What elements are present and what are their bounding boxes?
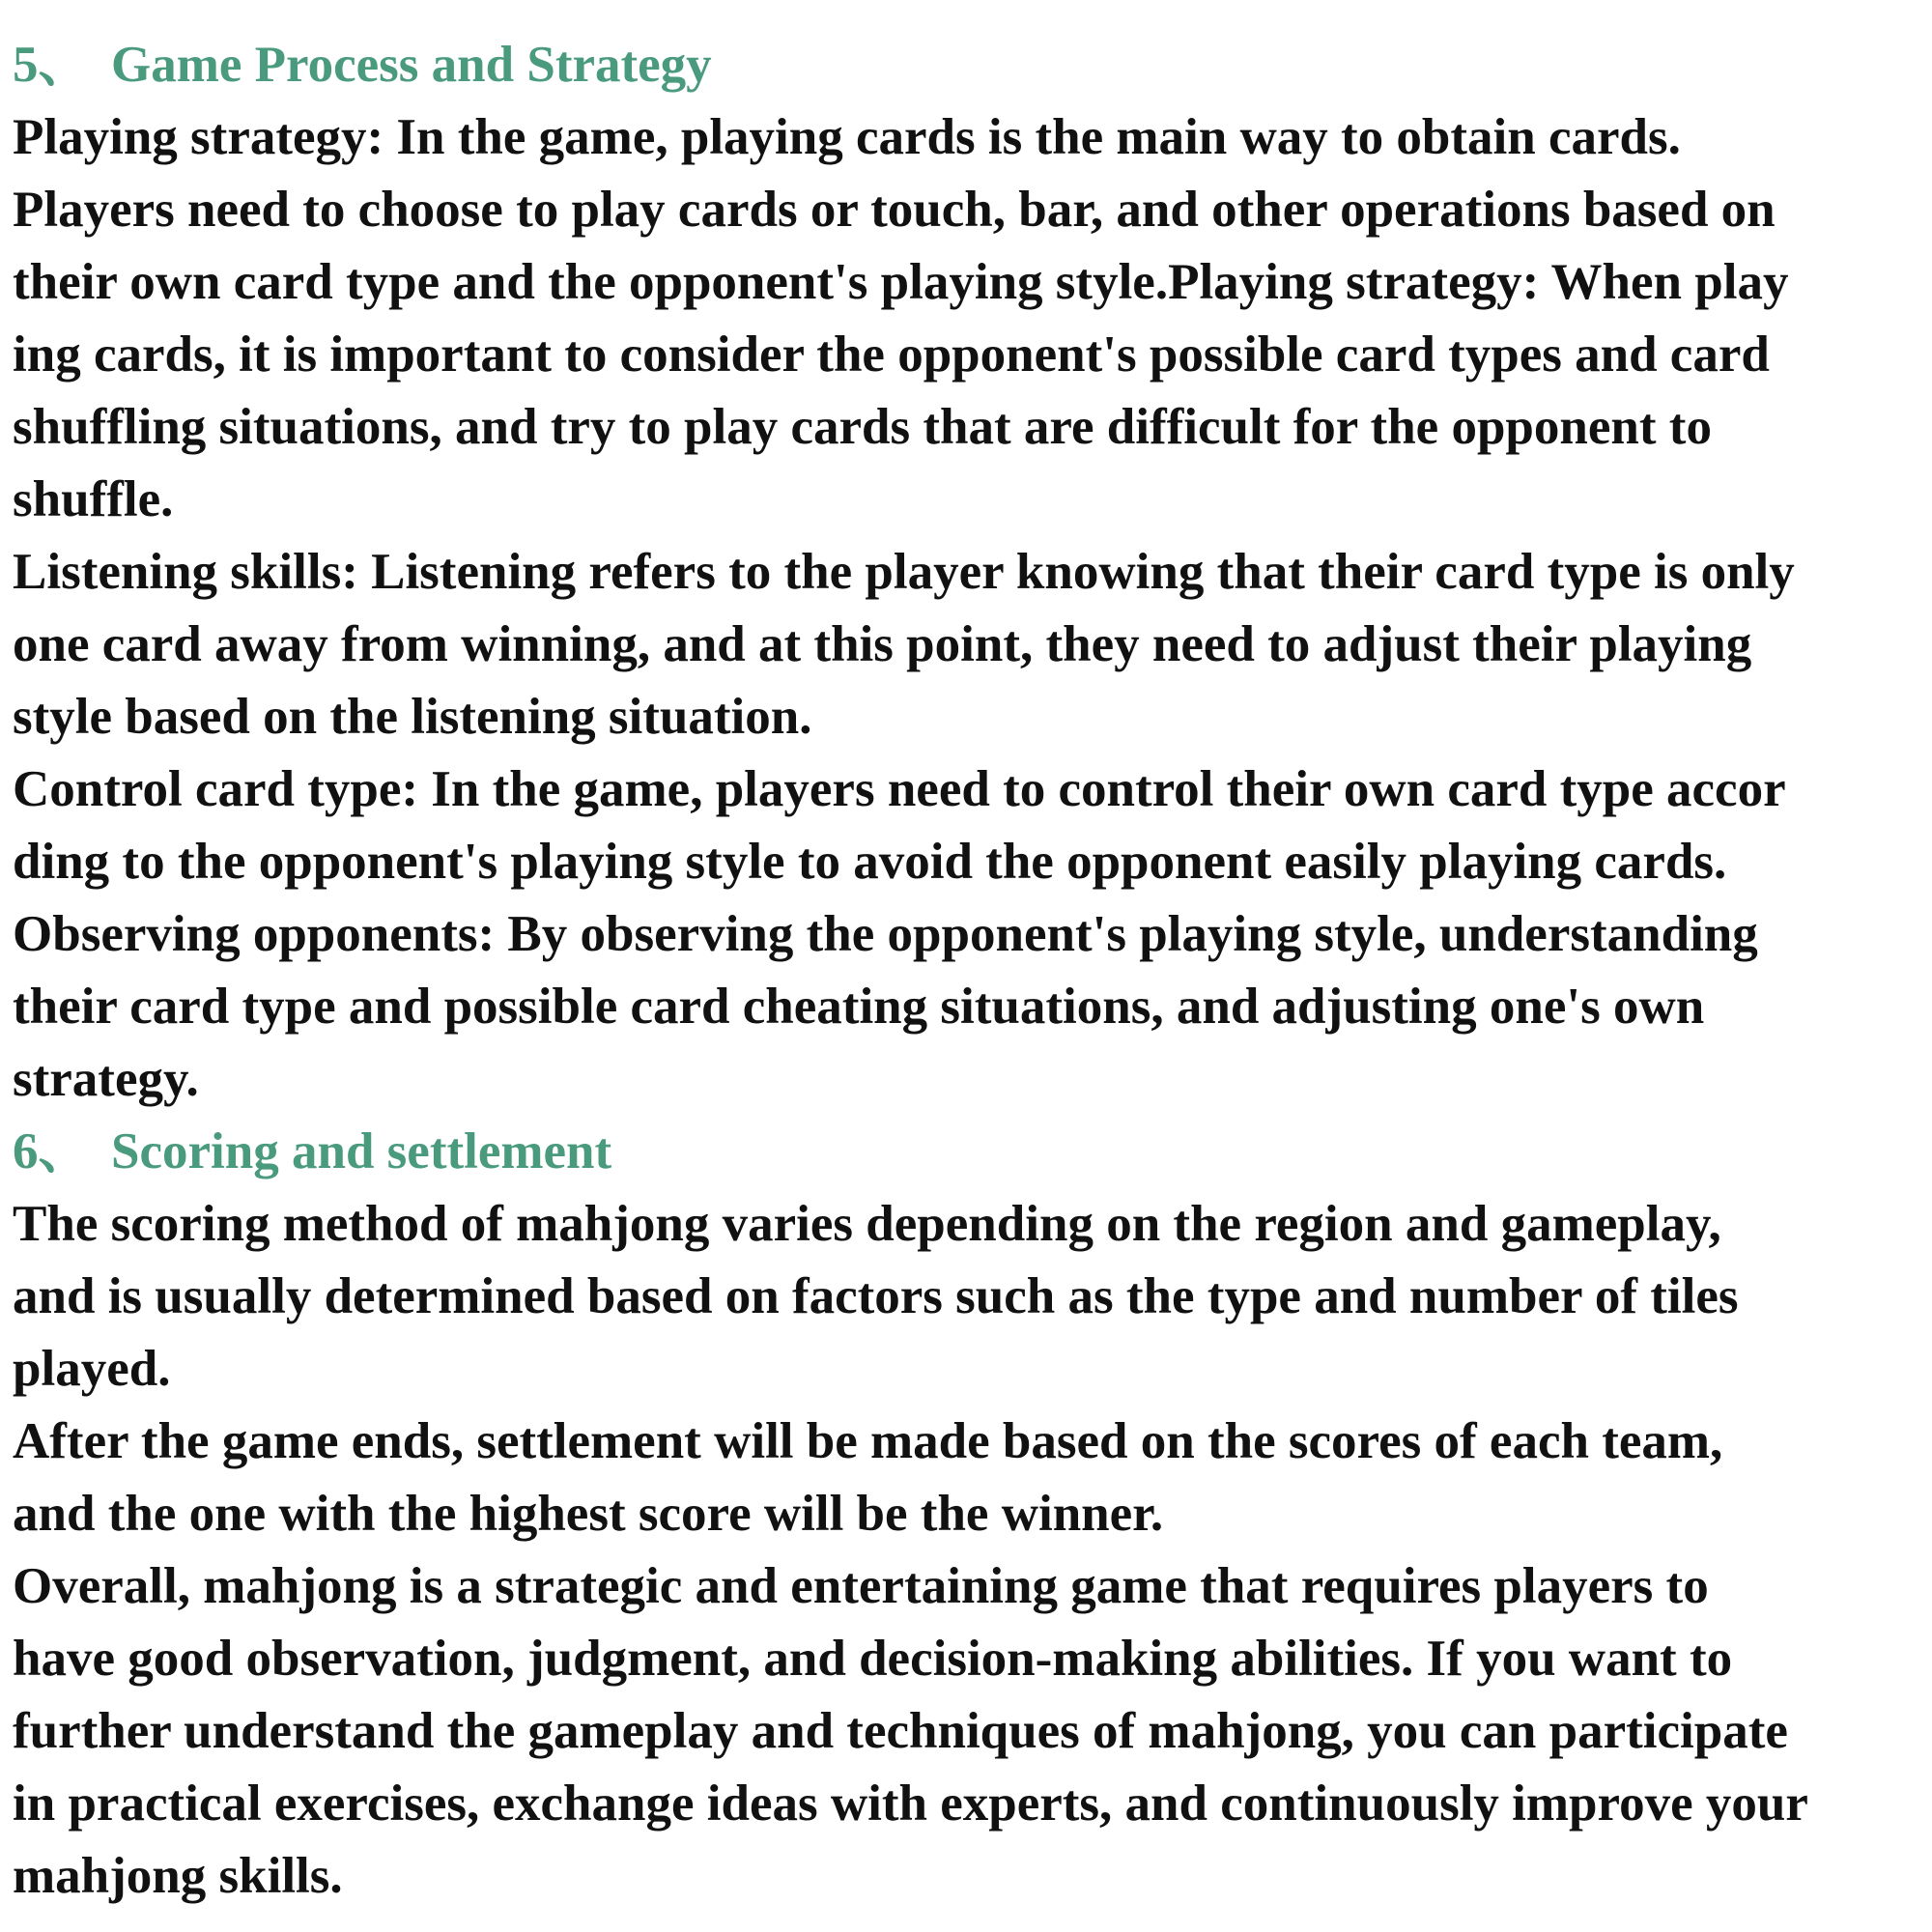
paragraph-line: Observing opponents: By observing the opponent's playing style, understanding <box>13 906 1758 962</box>
section-6-heading <box>13 1116 1930 1188</box>
section-6-number: 6、 <box>13 1123 90 1179</box>
section-6-body <box>13 1188 1930 1913</box>
paragraph-line: in practical exercises, exchange ideas with experts, and continuously improve your <box>13 1776 1808 1832</box>
paragraph-line: and the one with the highest score will be the winner. <box>13 1486 1164 1542</box>
paragraph-line: have good observation, judgment, and decision-making abilities. If you want to <box>13 1631 1733 1687</box>
paragraph-line: ding to the opponent's playing style to avoid the opponent easily playing cards. <box>13 834 1727 890</box>
paragraph-line: mahjong skills. <box>13 1848 343 1904</box>
paragraph-line: Overall, mahjong is a strategic and entertaining game that requires players to <box>13 1558 1709 1614</box>
paragraph-line: After the game ends, settlement will be made based on the scores of each team, <box>13 1413 1723 1469</box>
paragraph-line: strategy. <box>13 1051 199 1107</box>
paragraph-line: ing cards, it is important to consider the opponent's possible card types and card <box>13 327 1770 383</box>
paragraph-line: Players need to choose to play cards or touch, bar, and other operations based on <box>13 182 1776 238</box>
paragraph-line: Control card type: In the game, players need to control their own card type accor <box>13 761 1786 817</box>
paragraph-line: one card away from winning, and at this point, they need to adjust their playing <box>13 616 1752 672</box>
paragraph-line: their card type and possible card cheating situations, and adjusting one's own <box>13 979 1705 1035</box>
paragraph-line: The scoring method of mahjong varies depending on the region and gameplay, <box>13 1196 1721 1252</box>
section-5-body <box>13 101 1930 1116</box>
paragraph-line: and is usually determined based on factors such as the type and number of tiles <box>13 1268 1739 1324</box>
paragraph-line: Playing strategy: In the game, playing cards is the main way to obtain cards. <box>13 109 1681 165</box>
section-5-number: 5、 <box>13 37 90 93</box>
paragraph-line: played. <box>13 1341 171 1397</box>
section-6-title: Scoring and settlement <box>111 1123 612 1179</box>
document-page <box>13 29 1930 1913</box>
paragraph-line: their own card type and the opponent's playing style.Playing strategy: When play <box>13 254 1789 310</box>
paragraph-line: shuffle. <box>13 471 174 527</box>
paragraph-line: shuffling situations, and try to play cards that are difficult for the opponent to <box>13 399 1712 455</box>
paragraph-line: style based on the listening situation. <box>13 689 812 745</box>
paragraph-line: further understand the gameplay and techniques of mahjong, you can participate <box>13 1703 1788 1759</box>
section-5-title: Game Process and Strategy <box>111 37 712 93</box>
section-5-heading <box>13 29 1930 101</box>
paragraph-line: Listening skills: Listening refers to the player knowing that their card type is only <box>13 544 1795 600</box>
